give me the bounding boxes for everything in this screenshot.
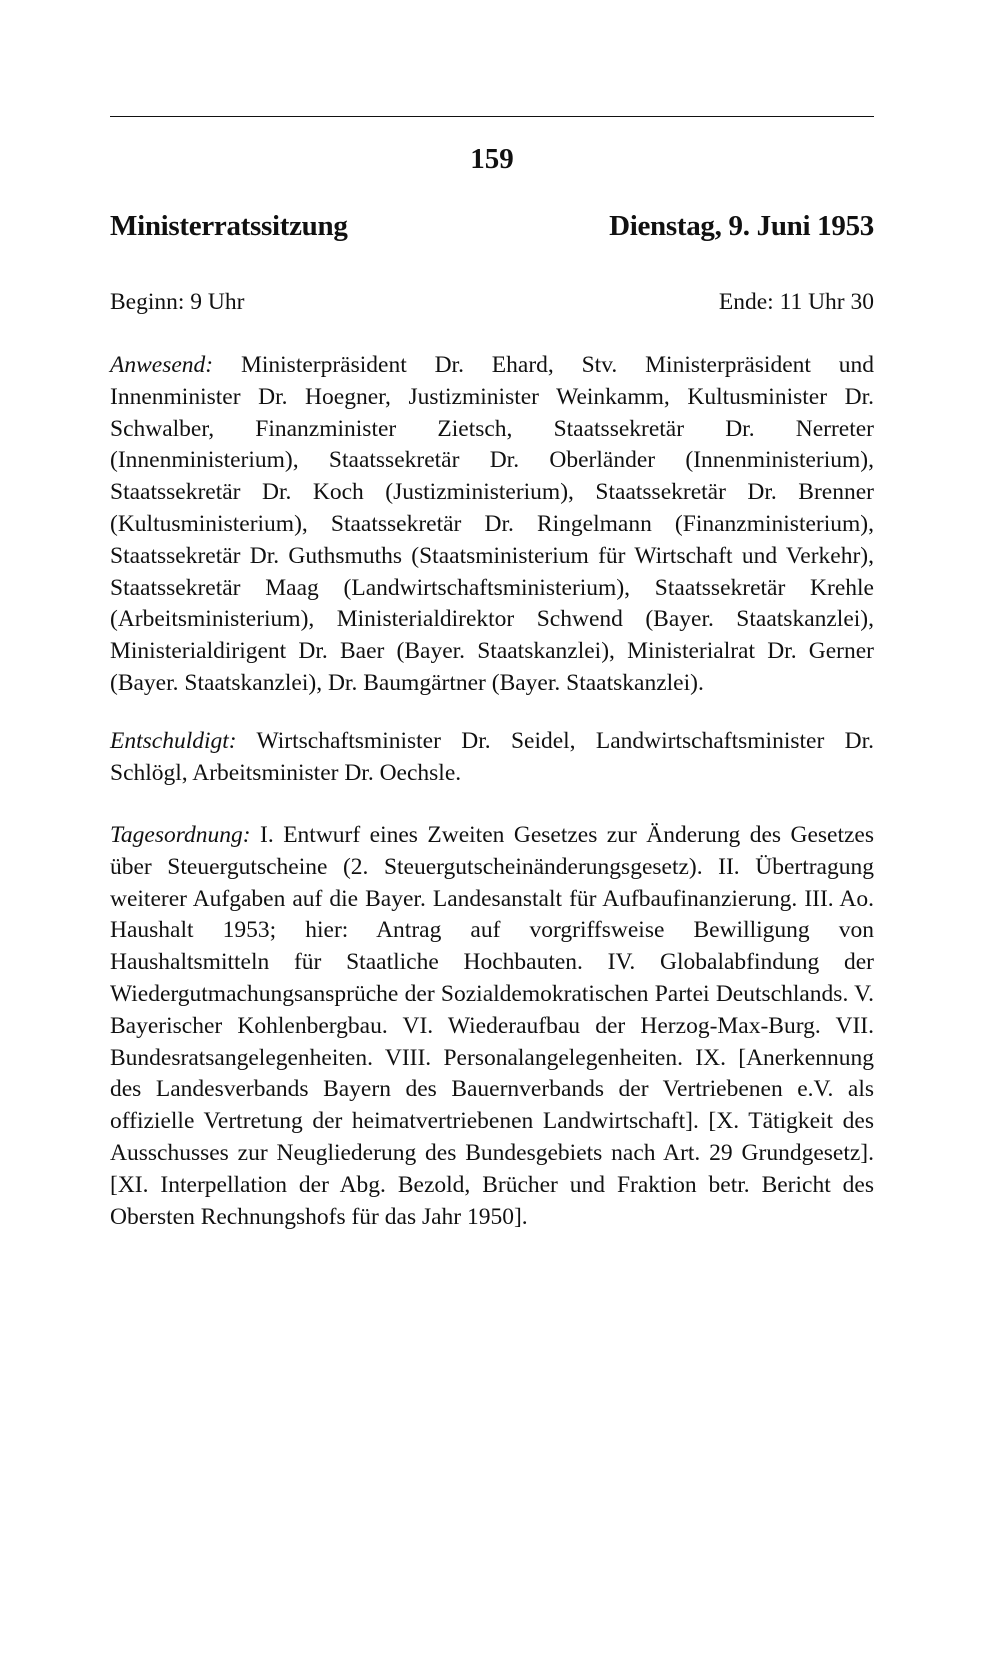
excused-text: Wirtschaftsminister Dr. Seidel, Landwirtschaftsminister Dr. Schlögl, Arbeitsminister Dr. Oechsle. — [110, 728, 874, 786]
document-date: Dienstag, 9. Juni 1953 — [609, 210, 874, 242]
present-text: Ministerpräsident Dr. Ehard, Stv. Ministerpräsident und Innenminister Dr. Hoegner, Justizminister Weinkamm, Kultusminister Dr. Schwalber, Finanzminister Zietsch, Staatssekretär Dr. Nerreter (Innenministerium), Staatssekretär Dr. Oberländer (Innenministerium), Staatssekretär Dr. Koch (Justizministerium), Staatssekretär Dr. Brenner (Kultusministerium), Staatssekretär Dr. Ringelmann (Finanzministerium), Staatssekretär Dr. Guthsmuths (Staatsministerium für Wirtschaft und Verkehr), Staatssekretär Maag (Landwirtschaftsministerium), Staatssekretär Krehle (Arbeitsministerium), Ministerialdirektor Schwend (Bayer. Staatskanzlei), Ministerialdirigent Dr. Baer (Bayer. Staatskanzlei), Ministerialrat Dr. Gerner (Bayer. Staatskanzlei), Dr. Baumgärtner (Bayer. Staatskanzlei). — [110, 352, 875, 696]
page-number: 159 — [470, 143, 514, 175]
title-row — [110, 210, 874, 243]
document-title: Ministerratssitzung — [110, 210, 348, 242]
agenda-text: I. Entwurf eines Zweiten Gesetzes zur Änderung des Gesetzes über Steuergutscheine (2. Steuergutscheinänderungsgesetz). II. Übertragung weiterer Aufgaben auf die Bayer. Landesanstalt für Aufbaufinanzierung. III. Ao. Haushalt 1953; hier: Antrag auf vorgriffsweise Bewilligung von Haushaltsmitteln für Staatliche Hochbauten. IV. Globalabfindung der Wiedergutmachungsansprüche der Sozialdemokratischen Partei Deutschlands. V. Bayerischer Kohlenbergbau. VI. Wiederaufbau der Herzog-Max-Burg. VII. Bundesratsangelegenheiten. VIII. Personalangelegenheiten. IX. [Anerkennung des Landesverbands Bayern des Bauernverbands der Vertriebenen e.V. als offizielle Vertretung der heimatvertriebenen Landwirtschaft]. [X. Tätigkeit des Ausschusses zur Neugliederung des Bundesgebiets nach Art. 29 Grundgesetz]. [XI. Interpellation der Abg. Bezold, Brücher und Fraktion betr. Bericht des Obersten Rechnungshofs für das Jahr 1950]. — [110, 822, 874, 1230]
excused-label: Entschuldigt: — [110, 728, 237, 754]
agenda-paragraph — [110, 820, 874, 1233]
time-row — [110, 289, 874, 316]
excused-paragraph — [110, 726, 874, 790]
present-paragraph — [110, 350, 874, 700]
agenda-label: Tagesordnung: — [110, 822, 251, 848]
header-rule — [110, 116, 874, 117]
start-time: Beginn: 9 Uhr — [110, 289, 245, 315]
present-label: Anwesend: — [110, 352, 214, 378]
end-time: Ende: 11 Uhr 30 — [718, 289, 874, 315]
